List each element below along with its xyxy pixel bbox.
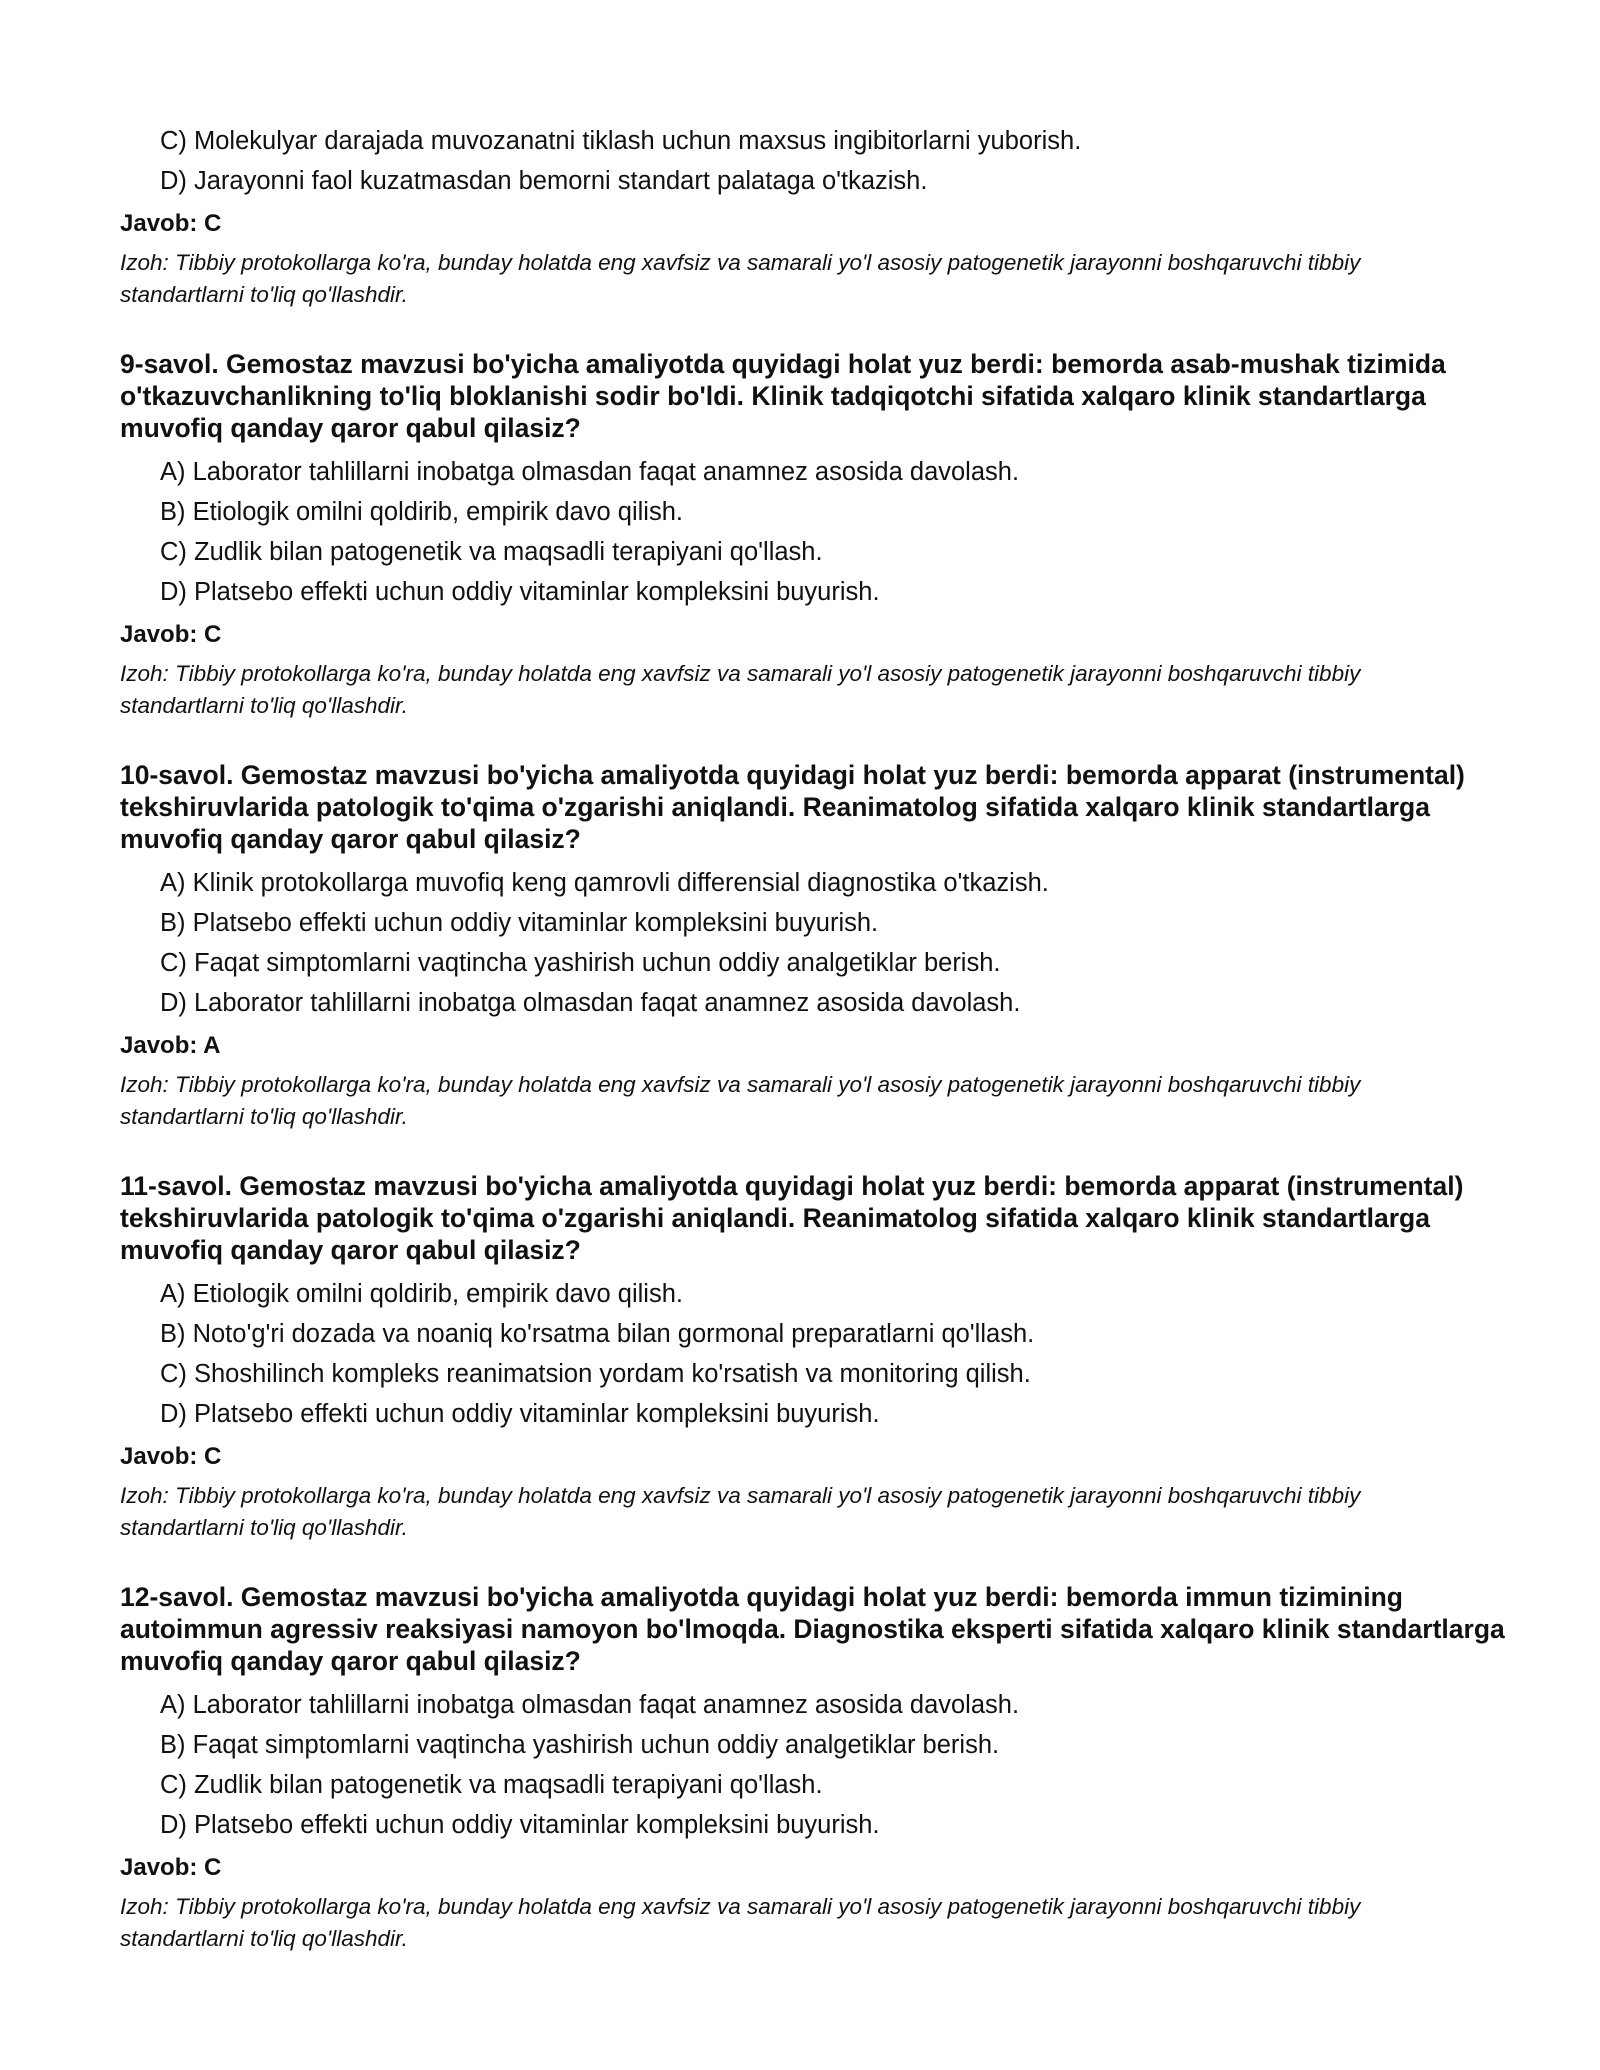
question-title: 10-savol. Gemostaz mavzusi bo'yicha amaliyotda quyidagi holat yuz berdi: bemorda apparat (instrumental) tekshiruvlarida patologik to'qima o'zgarishi aniqlandi. Reanimatolog sifatida xalqaro klinik standartlarga muvofiq qanday qaror qabul qilasiz? xyxy=(120,760,1465,854)
option-c: C) Faqat simptomlarni vaqtincha yashirish uchun oddiy analgetiklar berish. xyxy=(160,949,1001,977)
option-a: A) Etiologik omilni qoldirib, empirik davo qilish. xyxy=(160,1280,683,1308)
option-b: B) Etiologik omilni qoldirib, empirik davo qilish. xyxy=(160,498,683,526)
answer: Javob: C xyxy=(120,1854,222,1881)
option-d: D) Platsebo effekti uchun oddiy vitaminlar kompleksini buyurish. xyxy=(160,1400,880,1428)
option-a: A) Laborator tahlillarni inobatga olmasdan faqat anamnez asosida davolash. xyxy=(160,458,1020,486)
question-block xyxy=(120,1581,1600,1955)
question-block xyxy=(120,1170,1600,1544)
option-a: A) Laborator tahlillarni inobatga olmasdan faqat anamnez asosida davolash. xyxy=(160,1691,1020,1719)
question-title: 9-savol. Gemostaz mavzusi bo'yicha amaliyotda quyidagi holat yuz berdi: bemorda asab-mushak tizimida o'tkazuvchanlikning to'liq bloklanishi sodir bo'ldi. Klinik tadqiqotchi sifatida xalqaro klinik standartlarga muvofiq qanday qaror qabul qilasiz? xyxy=(120,349,1446,443)
option-d: D) Laborator tahlillarni inobatga olmasdan faqat anamnez asosida davolash. xyxy=(160,989,1021,1017)
answer: Javob: A xyxy=(120,1032,221,1059)
option-c: C) Zudlik bilan patogenetik va maqsadli terapiyani qo'llash. xyxy=(160,538,823,566)
option-b: B) Faqat simptomlarni vaqtincha yashirish uchun oddiy analgetiklar berish. xyxy=(160,1731,1000,1759)
option-c: C) Molekulyar darajada muvozanatni tiklash uchun maxsus ingibitorlarni yuborish. xyxy=(160,127,1082,155)
option-d: D) Platsebo effekti uchun oddiy vitaminlar kompleksini buyurish. xyxy=(160,578,880,606)
answer: Javob: C xyxy=(120,210,222,237)
option-a: A) Klinik protokollarga muvofiq keng qamrovli differensial diagnostika o'tkazish. xyxy=(160,869,1049,897)
option-b: B) Noto'g'ri dozada va noaniq ko'rsatma bilan gormonal preparatlarni qo'llash. xyxy=(160,1320,1035,1348)
explanation-note: Izoh: Tibbiy protokollarga ko'ra, bunday holatda eng xavfsiz va samarali yo'l asosiy patogenetik jarayonni boshqaruvchi tibbiy standartlarni to'liq qo'llashdir. xyxy=(120,250,1361,307)
question-block-continued xyxy=(120,121,1600,311)
explanation-note: Izoh: Tibbiy protokollarga ko'ra, bunday holatda eng xavfsiz va samarali yo'l asosiy patogenetik jarayonni boshqaruvchi tibbiy standartlarni to'liq qo'llashdir. xyxy=(120,661,1361,718)
question-block xyxy=(120,759,1600,1133)
explanation-note: Izoh: Tibbiy protokollarga ko'ra, bunday holatda eng xavfsiz va samarali yo'l asosiy patogenetik jarayonni boshqaruvchi tibbiy standartlarni to'liq qo'llashdir. xyxy=(120,1894,1361,1951)
option-c: C) Zudlik bilan patogenetik va maqsadli terapiyani qo'llash. xyxy=(160,1771,823,1799)
explanation-note: Izoh: Tibbiy protokollarga ko'ra, bunday holatda eng xavfsiz va samarali yo'l asosiy patogenetik jarayonni boshqaruvchi tibbiy standartlarni to'liq qo'llashdir. xyxy=(120,1072,1361,1129)
explanation-note: Izoh: Tibbiy protokollarga ko'ra, bunday holatda eng xavfsiz va samarali yo'l asosiy patogenetik jarayonni boshqaruvchi tibbiy standartlarni to'liq qo'llashdir. xyxy=(120,1483,1361,1540)
answer: Javob: C xyxy=(120,621,222,648)
question-title: 12-savol. Gemostaz mavzusi bo'yicha amaliyotda quyidagi holat yuz berdi: bemorda immun tizimining autoimmun agressiv reaksiyasi namoyon bo'lmoqda. Diagnostika eksperti sifatida xalqaro klinik standartlarga muvofiq qanday qaror qabul qilasiz? xyxy=(120,1582,1505,1676)
question-block xyxy=(120,348,1600,722)
option-d: D) Platsebo effekti uchun oddiy vitaminlar kompleksini buyurish. xyxy=(160,1811,880,1839)
option-b: B) Platsebo effekti uchun oddiy vitaminlar kompleksini buyurish. xyxy=(160,909,879,937)
answer: Javob: C xyxy=(120,1443,222,1470)
option-d: D) Jarayonni faol kuzatmasdan bemorni standart palataga o'tkazish. xyxy=(160,167,928,195)
option-c: C) Shoshilinch kompleks reanimatsion yordam ko'rsatish va monitoring qilish. xyxy=(160,1360,1031,1388)
question-title: 11-savol. Gemostaz mavzusi bo'yicha amaliyotda quyidagi holat yuz berdi: bemorda apparat (instrumental) tekshiruvlarida patologik to'qima o'zgarishi aniqlandi. Reanimatolog sifatida xalqaro klinik standartlarga muvofiq qanday qaror qabul qilasiz? xyxy=(120,1171,1464,1265)
